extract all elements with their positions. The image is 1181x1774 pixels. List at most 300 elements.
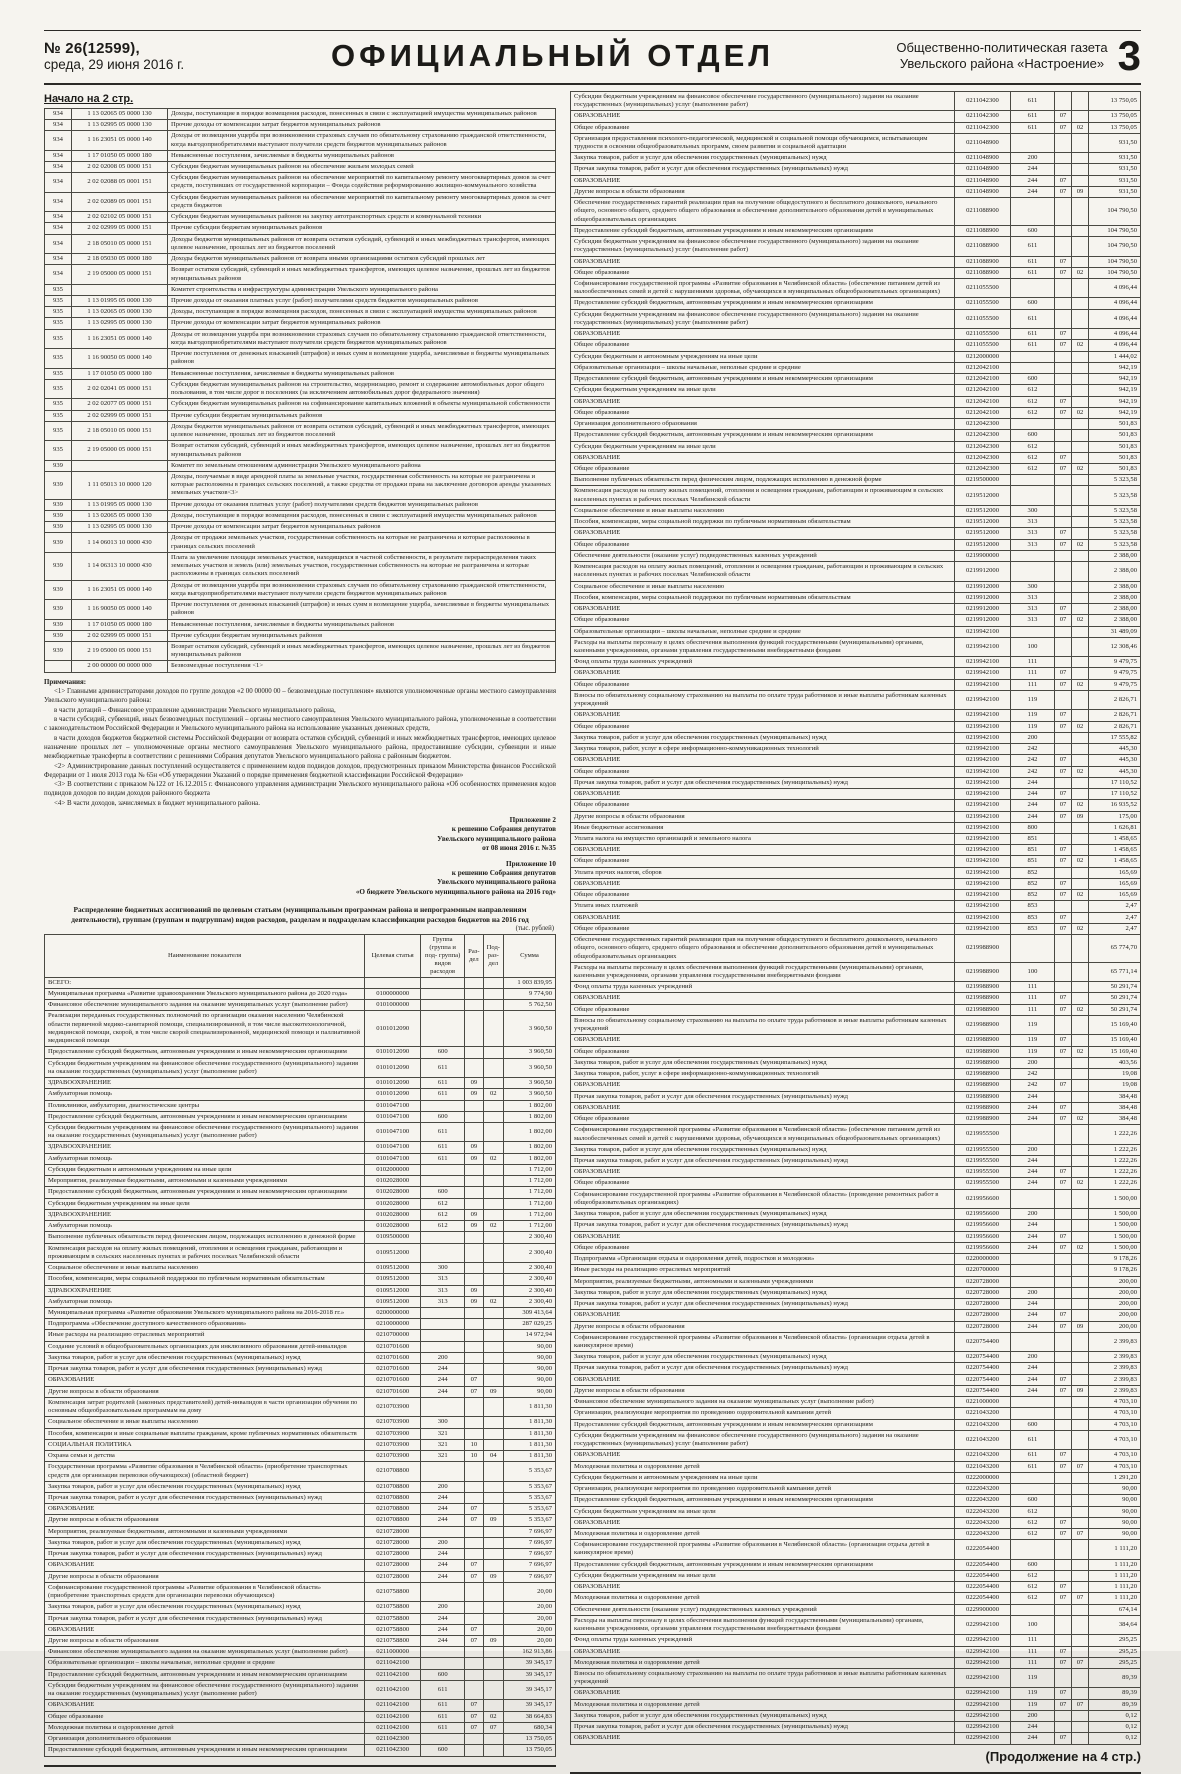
table-cell: 0229942100 [955,1699,1011,1710]
table-cell: 07 [1055,615,1072,626]
table-row [571,505,1141,516]
table-cell [1055,1125,1072,1144]
table-cell: 111 [1011,993,1055,1004]
table-cell: 244 [421,1636,465,1647]
table-cell [483,1439,503,1450]
table-cell: Комитет строительства и инфраструктуры администрации Увельского муниципального района [168,284,556,295]
table-row [571,1144,1141,1155]
table-cell: ОБРАЗОВАНИЕ [571,1450,955,1461]
table-cell: 0219942100 [955,833,1011,844]
table-cell: Фонд оплаты труда казенных учреждений [571,1635,955,1646]
table-cell [1055,164,1072,175]
table-cell: Другие вопросы в области образования [571,1321,955,1332]
table-cell: 1 500,00 [1089,1189,1141,1208]
table-cell: 0211042100 [365,1711,421,1722]
table-cell: Доходы, поступающие в порядке возмещения расходов, понесенных в связи с эксплуатацией имущества муниципальных районов [168,307,556,318]
table-cell: 104 790,50 [1089,198,1141,226]
table-row [571,198,1141,226]
table-cell: 20,00 [504,1624,556,1635]
table-cell: 90,00 [504,1375,556,1386]
table-cell: 611 [1011,267,1055,278]
table-cell [465,1537,483,1548]
table-cell [1055,385,1072,396]
table-cell [1072,1540,1089,1559]
table-cell: 0211048900 [955,186,1011,197]
table-cell: 1 13 01995 05 0000 130 [72,296,168,307]
table-row [571,1430,1141,1449]
table-cell: 15 169,40 [1089,1015,1141,1034]
table-cell [1072,1397,1089,1408]
table-cell [483,1364,503,1375]
table-row [571,923,1141,934]
table-cell: 244 [1011,164,1055,175]
table-row [45,108,556,119]
table-cell [1072,505,1089,516]
table-row [571,1646,1141,1657]
table-cell: Другие вопросы в области образования [45,1386,365,1397]
table-cell [483,1285,503,1296]
table-row [571,256,1141,267]
table-cell: ЗДРАВООХРАНЕНИЕ [45,1209,365,1220]
table-row [571,164,1141,175]
table-cell: 0211042100 [365,1722,421,1733]
table-cell: 244 [1011,1091,1055,1102]
table-cell [1072,962,1089,981]
table-cell [421,1341,465,1352]
table-cell: 02 [1072,1004,1089,1015]
table-cell: 07 [1055,1178,1072,1189]
table-row [571,592,1141,603]
table-cell: 0229942100 [955,1615,1011,1634]
table-cell: 0210701600 [365,1386,421,1397]
allocations-table-right [570,91,1141,1745]
table-cell: 1 802,00 [504,1111,556,1122]
table-row [571,1310,1141,1321]
table-cell: 3 960,50 [504,1078,556,1089]
table-cell: 611 [1011,1450,1055,1461]
table-cell: 0210703900 [365,1439,421,1450]
table-cell: Доходы от возмещения ущерба при возникновении страховых случаев по обязательному страхованию гражданской ответственности, когда выгодоприобретателями выступают получатели средств бюджетов муниципальных районов [168,329,556,348]
table-cell: Пособия, компенсации, меры социальной поддержки по публичным нормативным обязательствам [45,1274,365,1285]
table-row [571,766,1141,777]
table-cell: 07 [465,1504,483,1515]
table-cell: 611 [421,1153,465,1164]
table-cell: 9 479,75 [1089,679,1141,690]
table-cell: Реализация переданных государственных полномочий по организации оказания населению Челябинской области первичной медико-санитарной помощи, специализированной, в том числе высокотехнологичной, медицинской помощи, скорой, в том числе скорой специализированной, медицинской помощи и паллиативной медицинской помощи [45,1011,365,1047]
table-cell: Общее образование [571,721,955,732]
table-cell: 5 353,67 [504,1481,556,1492]
table-cell [483,1481,503,1492]
table-cell: 0219942100 [955,800,1011,811]
table-cell [1072,550,1089,561]
table-cell [1072,1091,1089,1102]
table-cell: 244 [1011,1167,1055,1178]
table-cell: Доходы бюджетов муниципальных районов от возврата остатков субсидий, субвенций и иных межбюджетных трансфертов, имеющих целевое назначение, прошлых лет из бюджетов поселений [168,234,556,253]
table-cell [483,1263,503,1274]
table-cell: 313 [421,1274,465,1285]
table-cell: 0101012090 [365,1089,421,1100]
table-row [571,1080,1141,1091]
table-cell: 07 [1055,604,1072,615]
table-cell [1072,604,1089,615]
table-cell: 851 [1011,845,1055,856]
table-row [45,1700,556,1711]
table-row [45,1375,556,1386]
table-cell [1055,153,1072,164]
table-cell: Поликлиники, амбулатории, диагностические центры [45,1100,365,1111]
table-row [571,340,1141,351]
table-cell: 1 16 23051 05 0000 140 [72,580,168,599]
table-cell [1072,637,1089,656]
table-cell: 2 399,83 [1089,1332,1141,1351]
table-row [45,212,556,223]
table-cell: 600 [421,1187,465,1198]
table-row [571,1189,1141,1208]
table-cell: 1 13 01995 05 0000 130 [72,499,168,510]
table-cell [483,1669,503,1680]
paper-block [841,32,1141,79]
table-cell: Закупка товаров, работ и услуг для обеспечения государственных (муниципальных) нужд [45,1481,365,1492]
col-header-name: Наименование показателя [45,935,365,978]
table-row [571,374,1141,385]
table-cell [1072,1156,1089,1167]
table-row [571,486,1141,505]
table-cell [1011,550,1055,561]
table-cell: 07 [1055,766,1072,777]
table-cell [465,1164,483,1175]
table-cell: 244 [421,1504,465,1515]
table-row [571,1517,1141,1528]
table-cell: 611 [421,1680,465,1699]
table-cell: 934 [45,265,72,284]
table-cell: 0219942100 [955,679,1011,690]
table-row [571,539,1141,550]
table-cell [1072,1484,1089,1495]
table-cell: 244 [421,1492,465,1503]
table-cell: 4 096,44 [1089,329,1141,340]
table-cell: 07 [1055,1593,1072,1604]
table-cell [483,1123,503,1142]
table-cell [1055,486,1072,505]
table-cell: 39 345,17 [504,1658,556,1669]
table-cell [1011,1472,1055,1483]
table-cell: 2 300,40 [504,1263,556,1274]
table-row [45,988,556,999]
table-cell [1072,419,1089,430]
left-column [44,91,556,1774]
table-cell: 295,25 [1089,1646,1141,1657]
table-cell: 0211055500 [955,329,1011,340]
table-cell: 0211042300 [365,1734,421,1745]
table-cell: Прочая закупка товаров, работ и услуг для обеспечения государственных (муниципальных) нужд [571,1220,955,1231]
table-cell: 5 353,67 [504,1515,556,1526]
table-cell [483,1319,503,1330]
table-cell: Закупка товаров, работ и услуг для обеспечения государственных (муниципальных) нужд [571,1057,955,1068]
table-cell: 1 13 02995 05 0000 130 [72,120,168,131]
table-cell: 800 [1011,822,1055,833]
table-cell [465,1274,483,1285]
table-cell [1055,1635,1072,1646]
table-cell: 14 972,94 [504,1330,556,1341]
table-cell: 0102028000 [365,1187,421,1198]
table-cell: 0109500000 [365,1232,421,1243]
table-cell: Компенсация расходов на оплату жилых помещений, отопления и освещения гражданам, работающим и проживающим в сельских населенных пунктах и рабочих поселках Челябинской области [571,562,955,581]
table-cell: 600 [421,1669,465,1680]
table-row [571,581,1141,592]
table-cell [1055,550,1072,561]
table-row [571,1397,1141,1408]
table-cell: 119 [1011,721,1055,732]
table-cell: 0212042300 [955,430,1011,441]
table-cell: 931,50 [1089,175,1141,186]
table-row [45,1100,556,1111]
table-cell: Молодежная политика и оздоровление детей [571,1593,955,1604]
table-cell [483,1232,503,1243]
table-cell: 39 345,17 [504,1680,556,1699]
table-cell: 165,69 [1089,890,1141,901]
table-row [571,901,1141,912]
table-cell: 0212042300 [955,441,1011,452]
table-cell: Обеспечение государственных гарантий реализации прав на получение общедоступного и бесплатного дошкольного, начального общего, основного общего, среднего общего образования и обеспечение дополнительного образования детей в муниципальных общеобразовательных организациях [571,935,955,963]
table-cell [1072,1189,1089,1208]
table-row [571,1570,1141,1581]
table-cell: ОБРАЗОВАНИЕ [571,1646,955,1657]
table-row [571,1385,1141,1396]
table-cell: 0102028000 [365,1176,421,1187]
footnote: <4> В части доходов, зачисляемых в бюджет муниципального района. [54,799,260,807]
right-column [570,91,1141,1774]
table-cell: 07 [465,1515,483,1526]
table-cell: 2 02 02999 05 0000 151 [72,630,168,641]
table-cell: 1 811,30 [504,1417,556,1428]
continued-from-note: Начало на 2 стр. [44,92,134,105]
table-cell: Доходы, поступающие в порядке возмещения расходов, понесенных в связи с эксплуатацией имущества муниципальных районов [168,108,556,119]
table-cell: Другие вопросы в области образования [45,1515,365,1526]
table-row [45,1417,556,1428]
table-row [571,1276,1141,1287]
table-cell: Доходы, получаемые в виде арендной платы за земельные участки, государственная собственность на которые не разграничена и которые расположены в границах сельских поселений, а также средства от продажи права на заключение договоров аренды указанных земельных участков<3> [168,472,556,500]
table-cell: 07 [1072,1528,1089,1539]
table-cell: Пособия, компенсации, меры социальной поддержки по публичным нормативным обязательствам [571,592,955,603]
table-cell: 939 [45,472,72,500]
table-cell: 90,00 [504,1364,556,1375]
table-cell: ОБРАЗОВАНИЕ [571,1733,955,1744]
table-cell: 200,00 [1089,1276,1141,1287]
table-cell: Закупка товаров, работ и услуг для обеспечения государственных (муниципальных) нужд [45,1352,365,1363]
table-row [45,1243,556,1262]
table-cell: 200,00 [1089,1287,1141,1298]
table-cell: 07 [1055,912,1072,923]
table-cell [421,988,465,999]
table-row [571,615,1141,626]
table-cell: 07 [1055,923,1072,934]
table-row [571,912,1141,923]
table-row [571,517,1141,528]
table-cell: 0210758800 [365,1582,421,1601]
table-cell: 612 [1011,385,1055,396]
table-cell: 5 353,67 [504,1492,556,1503]
table-cell: 0219942100 [955,923,1011,934]
table-cell: 384,64 [1089,1615,1141,1634]
table-cell: 07 [1055,1102,1072,1113]
table-cell: Другие вопросы в области образования [45,1571,365,1582]
table-cell: Предоставление субсидий бюджетным, автономным учреждениям и иным некоммерческим организациям [45,1111,365,1122]
table-cell: 1 222,26 [1089,1156,1141,1167]
table-row [571,153,1141,164]
table-cell [1055,237,1072,256]
table-cell: 0219988900 [955,1015,1011,1034]
table-cell: Финансовое обеспечение муниципального задания на оказание муниципальных услуг (выполнение работ) [45,1647,365,1658]
table-cell [421,1307,465,1318]
issue-number: № 26(12599), [44,39,140,57]
table-cell: ОБРАЗОВАНИЕ [571,256,955,267]
table-cell: 5 323,58 [1089,505,1141,516]
table-cell: 19,08 [1089,1069,1141,1080]
footnote: <2> Администрирование данных поступлений осуществляется с применением кодов подвидов доходов, предусмотренных приказом Министерства финансов Российской Федерации от 1 июля 2013 года № 65н «Об утверждении Указаний о порядке применения бюджетной классификации Российской Федерации» [44,762,556,779]
table-cell: 07 [1055,407,1072,418]
table-cell: 02 [1072,407,1089,418]
table-row [45,472,556,500]
table-cell [1011,562,1055,581]
table-cell: Софинансирование государственной программы «Развитие образования в Челябинской области» (обеспечение питанием детей из малообеспеченных семей и детей с нарушениями здоровья, обучающихся в муниципальных общеобразовательных организациях) [571,279,955,298]
table-row [45,1078,556,1089]
table-cell: 0212000000 [955,351,1011,362]
table-row [571,833,1141,844]
table-cell: 13 750,05 [504,1745,556,1756]
table-row [571,133,1141,152]
table-cell: 501,83 [1089,441,1141,452]
table-cell: Прочая закупка товаров, работ и услуг для обеспечения государственных (муниципальных) нужд [45,1549,365,1560]
table-cell [1055,298,1072,309]
table-cell: Прочая закупка товаров, работ и услуг для обеспечения государственных (муниципальных) нужд [45,1613,365,1624]
table-row [571,1015,1141,1034]
table-cell: 1 16 90050 05 0000 140 [72,349,168,368]
table-cell [421,1243,465,1262]
table-cell: 600 [1011,430,1055,441]
table-cell: Безвозмездные поступления <1> [168,661,556,672]
table-row [571,637,1141,656]
table-cell: 0210728000 [365,1537,421,1548]
table-cell: 1 111,20 [1089,1570,1141,1581]
table-cell: 02 [1072,890,1089,901]
table-cell: 02 [1072,539,1089,550]
table-cell: 0219942100 [955,867,1011,878]
table-cell [483,988,503,999]
table-cell: Другие вопросы в области образования [45,1636,365,1647]
table-cell [1072,111,1089,122]
table-cell: ОБРАЗОВАНИЕ [571,845,955,856]
table-cell [1072,581,1089,592]
table-cell [1055,1506,1072,1517]
table-cell: 0219988900 [955,1069,1011,1080]
table-cell: 1 802,00 [504,1123,556,1142]
table-cell: 1 13 02065 05 0000 130 [72,108,168,119]
table-row [571,1156,1141,1167]
table-cell [483,1582,503,1601]
table-row [45,552,556,580]
table-cell [1072,1254,1089,1265]
table-cell: 07 [1055,1321,1072,1332]
table-cell [483,1624,503,1635]
table-cell [1072,1495,1089,1506]
table-cell [1072,710,1089,721]
table-cell: 200,00 [1089,1299,1141,1310]
table-cell: 0211088900 [955,267,1011,278]
table-cell: 0219988900 [955,1046,1011,1057]
table-cell [1072,982,1089,993]
table-cell: 0219988900 [955,1035,1011,1046]
table-cell: 1 17 01050 05 0000 180 [72,619,168,630]
table-cell: 935 [45,410,72,421]
table-cell: 2 300,40 [504,1274,556,1285]
table-cell: 9 178,26 [1089,1265,1141,1276]
table-cell: 0219500000 [955,475,1011,486]
table-cell: 07 [1055,1582,1072,1593]
table-cell: 07 [1055,539,1072,550]
table-cell [1055,1057,1072,1068]
table-cell: 90,00 [504,1352,556,1363]
table-cell: Социальное обеспечение и иные выплаты населению [45,1417,365,1428]
table-row [571,935,1141,963]
paper-name-line2: Увельского района «Настроение» [899,55,1105,71]
table-cell: 0219942100 [955,856,1011,867]
table-cell [1055,1287,1072,1298]
table-row [571,1091,1141,1102]
table-row [45,600,556,619]
table-cell: ОБРАЗОВАНИЕ [571,111,955,122]
table-cell [1055,1559,1072,1570]
table-cell [1055,1265,1072,1276]
table-cell: 0219988900 [955,1057,1011,1068]
table-cell: 0219956600 [955,1231,1011,1242]
table-row [571,668,1141,679]
table-cell [483,1058,503,1077]
table-cell: 17 110,52 [1089,777,1141,788]
table-cell: 4 703,10 [1089,1419,1141,1430]
table-cell: 0220000000 [955,1254,1011,1265]
table-cell: 111 [1011,1635,1055,1646]
table-cell: Предоставление субсидий бюджетным, автономным учреждениям и иным некоммерческим организациям [571,225,955,236]
table-cell: 0109512000 [365,1296,421,1307]
table-cell: 0102028000 [365,1209,421,1220]
table-cell [421,1330,465,1341]
table-cell [483,1560,503,1571]
table-cell: 242 [1011,1080,1055,1091]
table-cell: 3 960,50 [504,1047,556,1058]
table-cell: 935 [45,329,72,348]
table-cell: Прочие доходы от компенсации затрат бюджетов муниципальных районов [168,522,556,533]
table-cell: 0211088900 [955,237,1011,256]
table-row [571,1352,1141,1363]
table-cell [1072,1669,1089,1688]
table-row [45,1428,556,1439]
table-cell [465,1176,483,1187]
table-cell: 07 [1055,1242,1072,1253]
table-cell: 0212042100 [955,396,1011,407]
table-cell: 200 [1011,732,1055,743]
table-cell: Прочие поступления от денежных взысканий (штрафов) и иных сумм в возмещение ущерба, зачисляемые в бюджеты муниципальных районов [168,600,556,619]
table-cell: 611 [421,1123,465,1142]
table-cell: 1 712,00 [504,1198,556,1209]
table-cell [1072,562,1089,581]
table-cell: 0210703900 [365,1428,421,1439]
table-cell [483,1492,503,1503]
table-cell [1011,475,1055,486]
table-cell: Субсидии бюджетным учреждениям на финансовое обеспечение государственного (муниципального) задания на оказание государственных (муниципальных) услуг (выполнение работ) [571,309,955,328]
table-cell: 0109512000 [365,1263,421,1274]
table-row [571,789,1141,800]
table-row [45,349,556,368]
